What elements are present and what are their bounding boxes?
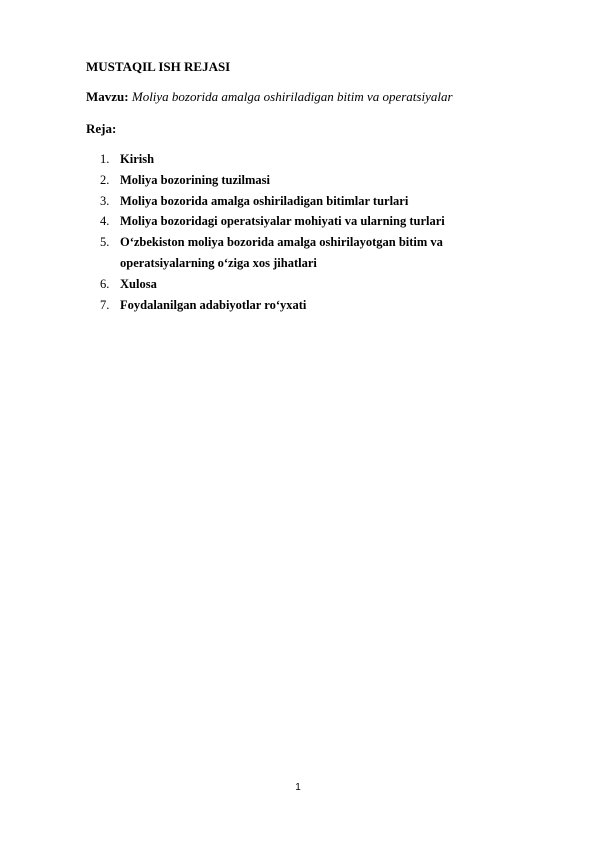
plan-item-number: 4.: [100, 214, 110, 229]
topic-label: Mavzu:: [86, 89, 129, 104]
plan-item-number: 7.: [100, 297, 110, 312]
plan-item-text: O‘zbekiston moliya bozorida amalga oshirilayotgan bitim va operatsiyalarning o‘ziga xos jihatlari: [120, 235, 443, 270]
topic-line: [86, 89, 453, 105]
plan-item: [100, 211, 520, 232]
plan-item: [100, 274, 520, 295]
plan-item-number: 3.: [100, 193, 110, 208]
plan-item-number: 1.: [100, 152, 110, 166]
plan-item: [100, 232, 520, 274]
plan-item-text: Foydalanilgan adabiyotlar ro‘yxati: [120, 297, 307, 312]
plan-item: [100, 149, 520, 170]
plan-item: [100, 191, 520, 212]
page-number: 1: [295, 782, 301, 793]
plan-item-text: Kirish: [120, 152, 155, 166]
plan-item-number: 5.: [100, 235, 110, 250]
plan-item: [100, 295, 520, 316]
topic-value: Moliya bozorida amalga oshiriladigan bitim va operatsiyalar: [131, 89, 453, 104]
plan-item-text: Xulosa: [120, 276, 157, 291]
plan-item: [100, 170, 520, 191]
plan-item-text: Moliya bozoridagi operatsiyalar mohiyati va ularning turlari: [120, 214, 445, 229]
document-title: MUSTAQIL ISH REJASI: [86, 59, 231, 74]
plan-item-text: Moliya bozorida amalga oshiriladigan bitimlar turlari: [120, 193, 409, 208]
plan-list: [100, 149, 520, 315]
plan-label: Reja:: [86, 121, 117, 136]
plan-item-number: 2.: [100, 172, 110, 187]
plan-item-number: 6.: [100, 276, 110, 291]
plan-item-text: Moliya bozorining tuzilmasi: [120, 172, 270, 187]
